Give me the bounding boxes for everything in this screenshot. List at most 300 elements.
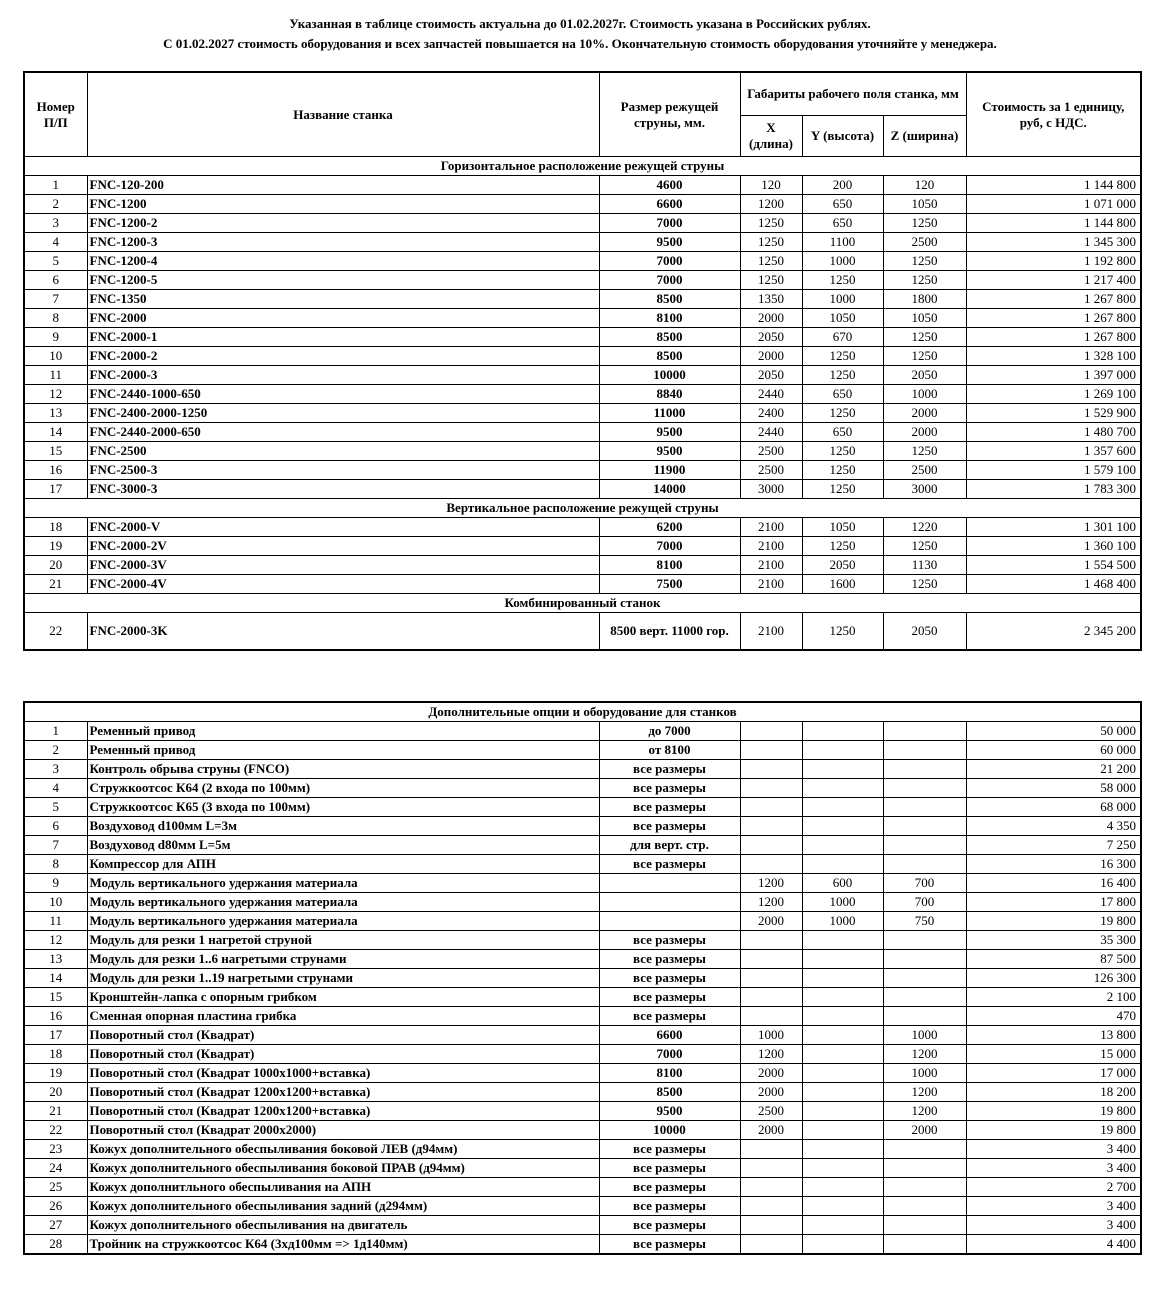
dim-z: 2050 <box>883 366 966 385</box>
dim-x <box>740 741 802 760</box>
dim-y: 650 <box>802 423 883 442</box>
dim-y <box>802 1121 883 1140</box>
wire-size: 8100 <box>599 1064 740 1083</box>
dim-y <box>802 1045 883 1064</box>
item-name: Поворотный стол (Квадрат 2000х2000) <box>87 1121 599 1140</box>
wire-size: 11900 <box>599 461 740 480</box>
price: 1 529 900 <box>966 404 1141 423</box>
item-name: Модуль для резки 1..6 нагретыми струнами <box>87 950 599 969</box>
price: 1 217 400 <box>966 271 1141 290</box>
price: 1 360 100 <box>966 537 1141 556</box>
price: 1 269 100 <box>966 385 1141 404</box>
row-number: 19 <box>24 1064 87 1083</box>
section-title: Вертикальное расположение режущей струны <box>24 499 1141 518</box>
table-row <box>24 969 1141 988</box>
row-number: 22 <box>24 1121 87 1140</box>
wire-size: 8500 <box>599 290 740 309</box>
price: 50 000 <box>966 722 1141 741</box>
row-number: 24 <box>24 1159 87 1178</box>
dim-z <box>883 1140 966 1159</box>
row-number: 4 <box>24 779 87 798</box>
price: 87 500 <box>966 950 1141 969</box>
dim-x <box>740 1159 802 1178</box>
table-row <box>24 779 1141 798</box>
dim-y: 1050 <box>802 309 883 328</box>
table-row <box>24 176 1141 195</box>
item-name: Воздуховод d100мм L=3м <box>87 817 599 836</box>
dim-y <box>802 931 883 950</box>
dim-y <box>802 1216 883 1235</box>
dim-x: 2500 <box>740 1102 802 1121</box>
row-number: 20 <box>24 1083 87 1102</box>
dim-z: 700 <box>883 893 966 912</box>
wire-size: все размеры <box>599 1007 740 1026</box>
item-name: FNC-2000-4V <box>87 575 599 594</box>
price: 1 071 000 <box>966 195 1141 214</box>
item-name: Компрессор для АПН <box>87 855 599 874</box>
wire-size: 4600 <box>599 176 740 195</box>
wire-size: 7000 <box>599 537 740 556</box>
wire-size: все размеры <box>599 779 740 798</box>
price: 2 700 <box>966 1178 1141 1197</box>
dim-z: 2050 <box>883 613 966 651</box>
wire-size: 8500 верт. 11000 гор. <box>599 613 740 651</box>
dim-z: 2500 <box>883 461 966 480</box>
price: 18 200 <box>966 1083 1141 1102</box>
dim-y <box>802 836 883 855</box>
row-number: 16 <box>24 1007 87 1026</box>
dim-y: 650 <box>802 195 883 214</box>
dim-y <box>802 1083 883 1102</box>
item-name: FNC-3000-3 <box>87 480 599 499</box>
item-name: Модуль для резки 1..19 нагретыми струнами <box>87 969 599 988</box>
dim-x <box>740 722 802 741</box>
dim-y: 1000 <box>802 252 883 271</box>
dim-y <box>802 779 883 798</box>
dim-z <box>883 722 966 741</box>
dim-z <box>883 1159 966 1178</box>
dim-x: 2000 <box>740 1121 802 1140</box>
table-row <box>24 1216 1141 1235</box>
wire-size: все размеры <box>599 817 740 836</box>
row-number: 9 <box>24 328 87 347</box>
item-name: Поворотный стол (Квадрат) <box>87 1045 599 1064</box>
dim-y <box>802 1026 883 1045</box>
item-name: FNC-1200-3 <box>87 233 599 252</box>
price: 16 300 <box>966 855 1141 874</box>
item-name: Модуль для резки 1 нагретой струной <box>87 931 599 950</box>
row-number: 13 <box>24 404 87 423</box>
dim-y: 1250 <box>802 613 883 651</box>
dim-x <box>740 1178 802 1197</box>
row-number: 2 <box>24 741 87 760</box>
item-name: FNC-2000-V <box>87 518 599 537</box>
dim-x <box>740 1197 802 1216</box>
item-name: Кожух дополнитльного обеспыливания на АПН <box>87 1178 599 1197</box>
item-name: FNC-1200 <box>87 195 599 214</box>
row-number: 17 <box>24 480 87 499</box>
dim-y <box>802 950 883 969</box>
row-number: 12 <box>24 385 87 404</box>
dim-x: 2050 <box>740 328 802 347</box>
wire-size: все размеры <box>599 1178 740 1197</box>
table-row <box>24 1197 1141 1216</box>
dim-y <box>802 817 883 836</box>
options-section-title: Дополнительные опции и оборудование для станков <box>24 702 1141 722</box>
table-row <box>24 575 1141 594</box>
wire-size: для верт. стр. <box>599 836 740 855</box>
dim-z: 2000 <box>883 1121 966 1140</box>
dim-z <box>883 969 966 988</box>
dim-z: 1250 <box>883 575 966 594</box>
dim-x <box>740 1216 802 1235</box>
dim-x: 2100 <box>740 537 802 556</box>
price: 68 000 <box>966 798 1141 817</box>
wire-size: 6600 <box>599 195 740 214</box>
dim-y <box>802 760 883 779</box>
item-name: FNC-2000-2 <box>87 347 599 366</box>
dim-x: 1000 <box>740 1026 802 1045</box>
dim-x <box>740 1007 802 1026</box>
item-name: Кожух дополнительного обеспыливания боковой ЛЕВ (д94мм) <box>87 1140 599 1159</box>
price: 1 468 400 <box>966 575 1141 594</box>
table-row <box>24 518 1141 537</box>
wire-size: 8840 <box>599 385 740 404</box>
wire-size: 11000 <box>599 404 740 423</box>
price: 1 267 800 <box>966 290 1141 309</box>
dim-y: 600 <box>802 874 883 893</box>
dim-x: 2400 <box>740 404 802 423</box>
dim-z <box>883 1007 966 1026</box>
table-row <box>24 537 1141 556</box>
row-number: 15 <box>24 442 87 461</box>
item-name: FNC-120-200 <box>87 176 599 195</box>
price: 1 267 800 <box>966 309 1141 328</box>
wire-size: 14000 <box>599 480 740 499</box>
dim-z: 120 <box>883 176 966 195</box>
machines-table-header <box>24 72 1141 157</box>
row-number: 10 <box>24 893 87 912</box>
dim-x: 2500 <box>740 442 802 461</box>
header-num: Номер П/П <box>24 72 87 157</box>
table-row <box>24 893 1141 912</box>
table-row <box>24 722 1141 741</box>
wire-size <box>599 874 740 893</box>
dim-y: 1250 <box>802 404 883 423</box>
dim-x <box>740 988 802 1007</box>
price: 1 144 800 <box>966 176 1141 195</box>
row-number: 3 <box>24 214 87 233</box>
price: 60 000 <box>966 741 1141 760</box>
item-name: Модуль вертикального удержания материала <box>87 893 599 912</box>
wire-size: все размеры <box>599 988 740 1007</box>
dim-x <box>740 950 802 969</box>
item-name: FNC-2000-3V <box>87 556 599 575</box>
price: 58 000 <box>966 779 1141 798</box>
header-size: Размер режущей струны, мм. <box>599 72 740 157</box>
table-row <box>24 1121 1141 1140</box>
row-number: 18 <box>24 518 87 537</box>
dim-z: 700 <box>883 874 966 893</box>
price: 17 000 <box>966 1064 1141 1083</box>
wire-size: 9500 <box>599 442 740 461</box>
dim-x: 2000 <box>740 1064 802 1083</box>
dim-z: 3000 <box>883 480 966 499</box>
row-number: 13 <box>24 950 87 969</box>
options-table-body <box>24 702 1141 1254</box>
price: 15 000 <box>966 1045 1141 1064</box>
row-number: 8 <box>24 855 87 874</box>
dim-z: 2000 <box>883 423 966 442</box>
dim-y: 1250 <box>802 366 883 385</box>
dim-z <box>883 760 966 779</box>
item-name: Поворотный стол (Квадрат 1000х1000+вставка) <box>87 1064 599 1083</box>
table-row <box>24 271 1141 290</box>
dim-z <box>883 950 966 969</box>
table-row <box>24 385 1141 404</box>
item-name: Поворотный стол (Квадрат 1200х1200+вставка) <box>87 1083 599 1102</box>
row-number: 21 <box>24 575 87 594</box>
item-name: FNC-2000-3 <box>87 366 599 385</box>
row-number: 21 <box>24 1102 87 1121</box>
dim-x: 2000 <box>740 1083 802 1102</box>
row-number: 4 <box>24 233 87 252</box>
table-row <box>24 442 1141 461</box>
wire-size: все размеры <box>599 1216 740 1235</box>
dim-x <box>740 817 802 836</box>
dim-z <box>883 1235 966 1255</box>
table-row <box>24 328 1141 347</box>
item-name: FNC-2500 <box>87 442 599 461</box>
table-row <box>24 912 1141 931</box>
dim-y: 1250 <box>802 442 883 461</box>
item-name: Кожух дополнительного обеспыливания задний (д294мм) <box>87 1197 599 1216</box>
item-name: FNC-2440-1000-650 <box>87 385 599 404</box>
row-number: 8 <box>24 309 87 328</box>
dim-x <box>740 855 802 874</box>
item-name: Сменная опорная пластина грибка <box>87 1007 599 1026</box>
wire-size: 7000 <box>599 1045 740 1064</box>
item-name: FNC-2000 <box>87 309 599 328</box>
dim-z: 750 <box>883 912 966 931</box>
dim-z <box>883 741 966 760</box>
dim-y <box>802 1007 883 1026</box>
dim-z: 2000 <box>883 404 966 423</box>
wire-size: от 8100 <box>599 741 740 760</box>
table-row <box>24 214 1141 233</box>
wire-size: все размеры <box>599 969 740 988</box>
dim-y <box>802 1102 883 1121</box>
price: 1 192 800 <box>966 252 1141 271</box>
wire-size: 9500 <box>599 1102 740 1121</box>
row-number: 12 <box>24 931 87 950</box>
header-x: X (длина) <box>740 116 802 157</box>
dim-x: 2100 <box>740 575 802 594</box>
wire-size: 6200 <box>599 518 740 537</box>
table-row <box>24 404 1141 423</box>
row-number: 25 <box>24 1178 87 1197</box>
dim-x <box>740 1140 802 1159</box>
price: 1 783 300 <box>966 480 1141 499</box>
wire-size: 8100 <box>599 309 740 328</box>
item-name: Модуль вертикального удержания материала <box>87 874 599 893</box>
dim-y <box>802 722 883 741</box>
price-increase-notice: С 01.02.2027 стоимость оборудования и всех запчастей повышается на 10%. Окончательную стоимость оборудования уточняйте у менеджера. <box>163 36 997 51</box>
price: 126 300 <box>966 969 1141 988</box>
wire-size: все размеры <box>599 1159 740 1178</box>
table-row <box>24 988 1141 1007</box>
item-name: Стружкоотсос К65 (3 входа по 100мм) <box>87 798 599 817</box>
row-number: 6 <box>24 817 87 836</box>
dim-z: 1000 <box>883 1026 966 1045</box>
wire-size <box>599 912 740 931</box>
dim-x: 1200 <box>740 893 802 912</box>
row-number: 28 <box>24 1235 87 1255</box>
price: 19 800 <box>966 1121 1141 1140</box>
item-name: FNC-2000-2V <box>87 537 599 556</box>
item-name: Кожух дополнительного обеспыливания на двигатель <box>87 1216 599 1235</box>
dim-z <box>883 988 966 1007</box>
dim-y: 1250 <box>802 537 883 556</box>
table-row <box>24 195 1141 214</box>
price: 13 800 <box>966 1026 1141 1045</box>
dim-x: 2050 <box>740 366 802 385</box>
dim-y <box>802 1140 883 1159</box>
price: 3 400 <box>966 1216 1141 1235</box>
dim-x <box>740 836 802 855</box>
item-name: Поворотный стол (Квадрат 1200х1200+вставка) <box>87 1102 599 1121</box>
price: 2 100 <box>966 988 1141 1007</box>
dim-y: 650 <box>802 385 883 404</box>
wire-size: 8500 <box>599 1083 740 1102</box>
price: 2 345 200 <box>966 613 1141 651</box>
price: 17 800 <box>966 893 1141 912</box>
table-row <box>24 423 1141 442</box>
dim-x: 3000 <box>740 480 802 499</box>
dim-z <box>883 836 966 855</box>
row-number: 20 <box>24 556 87 575</box>
table-row <box>24 1007 1141 1026</box>
item-name: Кронштейн-лапка с опорным грибком <box>87 988 599 1007</box>
item-name: FNC-1200-5 <box>87 271 599 290</box>
dim-z: 1220 <box>883 518 966 537</box>
dim-z <box>883 855 966 874</box>
table-row <box>24 931 1141 950</box>
dim-z <box>883 798 966 817</box>
row-number: 2 <box>24 195 87 214</box>
price: 1 480 700 <box>966 423 1141 442</box>
item-name: Контроль обрыва струны (FNCO) <box>87 760 599 779</box>
dim-x: 1200 <box>740 874 802 893</box>
table-row <box>24 874 1141 893</box>
table-row <box>24 950 1141 969</box>
dim-z: 1800 <box>883 290 966 309</box>
price: 16 400 <box>966 874 1141 893</box>
dim-x: 2100 <box>740 556 802 575</box>
dim-y: 1050 <box>802 518 883 537</box>
row-number: 22 <box>24 613 87 651</box>
row-number: 5 <box>24 252 87 271</box>
price: 1 345 300 <box>966 233 1141 252</box>
dim-z: 1250 <box>883 537 966 556</box>
price: 1 301 100 <box>966 518 1141 537</box>
item-name: Тройник на стружкоотсос К64 (3хд100мм => 1д140мм) <box>87 1235 599 1255</box>
price: 1 267 800 <box>966 328 1141 347</box>
dim-y <box>802 1197 883 1216</box>
dim-z: 1200 <box>883 1083 966 1102</box>
dim-x: 1250 <box>740 252 802 271</box>
item-name: Ременный привод <box>87 722 599 741</box>
wire-size <box>599 893 740 912</box>
row-number: 17 <box>24 1026 87 1045</box>
table-row <box>24 309 1141 328</box>
row-number: 11 <box>24 366 87 385</box>
section-title: Горизонтальное расположение режущей струны <box>24 157 1141 176</box>
dim-y <box>802 969 883 988</box>
table-row <box>24 613 1141 651</box>
table-row <box>24 480 1141 499</box>
price: 1 357 600 <box>966 442 1141 461</box>
section-row <box>24 594 1141 613</box>
table-row <box>24 1235 1141 1255</box>
table-row <box>24 233 1141 252</box>
wire-size: 8500 <box>599 328 740 347</box>
table-row <box>24 798 1141 817</box>
dim-z: 1250 <box>883 271 966 290</box>
section-row <box>24 157 1141 176</box>
table-row <box>24 855 1141 874</box>
machines-table-body <box>24 157 1141 651</box>
dim-x: 1250 <box>740 271 802 290</box>
item-name: Воздуховод d80мм L=5м <box>87 836 599 855</box>
dim-y: 650 <box>802 214 883 233</box>
wire-size: 7500 <box>599 575 740 594</box>
dim-x: 1200 <box>740 195 802 214</box>
table-row <box>24 347 1141 366</box>
wire-size: 8500 <box>599 347 740 366</box>
table-row <box>24 366 1141 385</box>
header-z: Z (ширина) <box>883 116 966 157</box>
dim-x: 2100 <box>740 518 802 537</box>
table-row <box>24 817 1141 836</box>
wire-size: 8100 <box>599 556 740 575</box>
item-name: FNC-1350 <box>87 290 599 309</box>
dim-x <box>740 779 802 798</box>
price: 21 200 <box>966 760 1141 779</box>
row-number: 5 <box>24 798 87 817</box>
header-name: Название станка <box>87 72 599 157</box>
dim-z: 1250 <box>883 347 966 366</box>
section-row <box>24 499 1141 518</box>
item-name: FNC-2500-3 <box>87 461 599 480</box>
wire-size: 7000 <box>599 214 740 233</box>
dim-z: 1000 <box>883 1064 966 1083</box>
dim-y: 1000 <box>802 912 883 931</box>
table-row <box>24 556 1141 575</box>
price: 3 400 <box>966 1159 1141 1178</box>
item-name: FNC-2000-1 <box>87 328 599 347</box>
dim-z: 2500 <box>883 233 966 252</box>
dim-z: 1200 <box>883 1102 966 1121</box>
dim-x: 1250 <box>740 233 802 252</box>
table-row <box>24 252 1141 271</box>
dim-z: 1250 <box>883 442 966 461</box>
dim-y: 1250 <box>802 347 883 366</box>
dim-z: 1250 <box>883 252 966 271</box>
dim-x: 2500 <box>740 461 802 480</box>
row-number: 23 <box>24 1140 87 1159</box>
dim-y: 1250 <box>802 461 883 480</box>
